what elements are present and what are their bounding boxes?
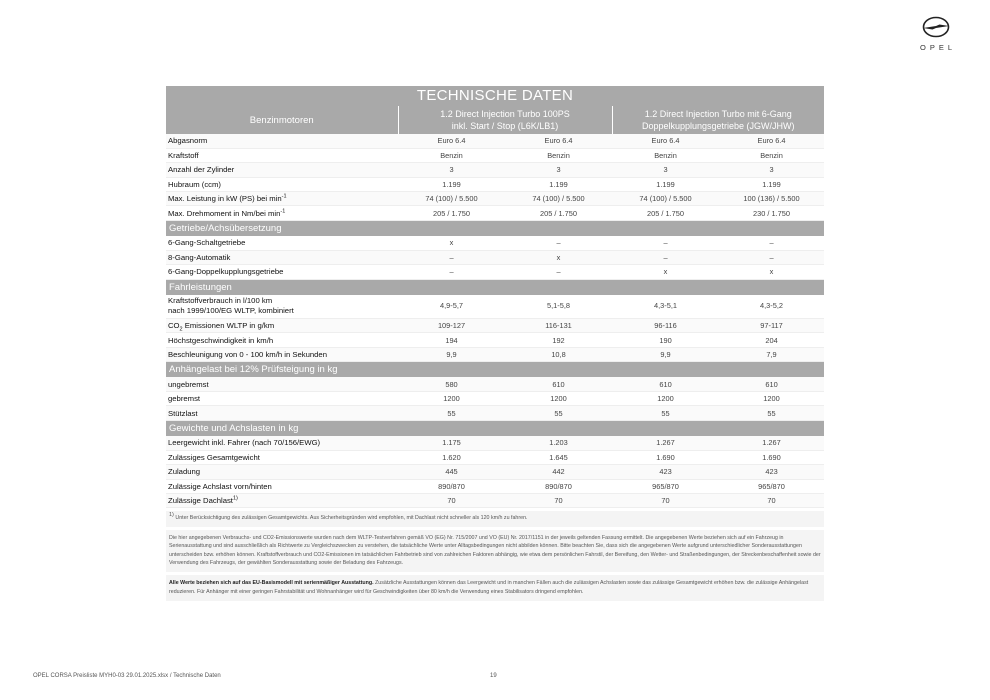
table-row <box>166 206 824 220</box>
footer-filename: OPEL CORSA Preisliste MYH0-03 29.01.2025.xlsx / Technische Daten <box>33 673 221 679</box>
row-value: 1.267 <box>612 436 719 450</box>
row-label <box>166 450 398 464</box>
table-row <box>166 319 824 333</box>
table-row <box>166 333 824 347</box>
row-value: 9,9 <box>398 347 505 361</box>
row-value: 70 <box>719 493 824 507</box>
row-value: 3 <box>612 163 719 177</box>
table-row <box>166 436 824 450</box>
row-value: 205 / 1.750 <box>612 206 719 220</box>
table-row <box>166 493 824 507</box>
table-row <box>166 295 824 319</box>
notes-block <box>166 511 824 601</box>
row-value: – <box>719 236 824 250</box>
row-label-text: 6-Gang-Schaltgetriebe <box>168 238 246 248</box>
row-value: 74 (100) / 5.500 <box>505 192 612 206</box>
row-value: 580 <box>398 377 505 391</box>
row-label-text: Max. Leistung in kW (PS) bei min <box>168 194 282 204</box>
row-value: 4,3-5,1 <box>612 295 719 319</box>
row-value: 1.267 <box>719 436 824 450</box>
row-value: 116-131 <box>505 319 612 333</box>
table-row <box>166 479 824 493</box>
row-label <box>166 236 398 250</box>
row-value: 70 <box>398 493 505 507</box>
row-label-text: Emissionen WLTP in g/km <box>182 321 275 331</box>
row-value: Benzin <box>505 148 612 162</box>
section-title: Gewichte und Achslasten in kg <box>166 420 824 436</box>
table-row <box>166 163 824 177</box>
row-value: – <box>612 236 719 250</box>
row-label-text: Zulässige Dachlast <box>168 496 233 506</box>
row-value: 1.175 <box>398 436 505 450</box>
row-value: 610 <box>612 377 719 391</box>
engine-group-line1: 1.2 Direct Injection Turbo mit 6-Gang <box>644 109 792 119</box>
row-value: 205 / 1.750 <box>505 206 612 220</box>
row-label <box>166 265 398 279</box>
row-value: 1.645 <box>505 450 612 464</box>
row-value: 1.620 <box>398 450 505 464</box>
row-label <box>166 406 398 420</box>
section-header-row <box>166 362 824 378</box>
row-label-superscript: -1 <box>280 208 286 215</box>
row-value: Euro 6.4 <box>505 134 612 148</box>
table-row <box>166 465 824 479</box>
basis-note <box>166 575 824 601</box>
opel-logo <box>908 16 964 52</box>
row-value: 55 <box>398 406 505 420</box>
row-value: 194 <box>398 333 505 347</box>
row-label <box>166 377 398 391</box>
basis-note-text: Zusätzliche Ausstattungen können das Leergewicht und in manchen Fällen auch die zulässigen Achslasten sowie das zulässige Gesamtgewicht erhöhen bzw. die zulässige Anhängelast reduzieren. Für Anhänger mit einer geringen Fahrstabilität und Wohnanhänger wird für Geschwindigkeiten über 80 km/h die Verwendung eines Stabilisators dringend empfohlen. <box>169 580 809 595</box>
table-row <box>166 377 824 391</box>
table-row <box>166 134 824 148</box>
row-value: 3 <box>505 163 612 177</box>
row-value: 1200 <box>612 392 719 406</box>
row-value: 100 (136) / 5.500 <box>719 192 824 206</box>
row-value: 965/870 <box>612 479 719 493</box>
row-value: Benzin <box>398 148 505 162</box>
row-value: 7,9 <box>719 347 824 361</box>
row-value: 55 <box>505 406 612 420</box>
page-title: TECHNISCHE DATEN <box>166 86 824 106</box>
row-value: Benzin <box>719 148 824 162</box>
row-value: 5,1-5,8 <box>505 295 612 319</box>
engine-group-line2: inkl. Start / Stop (L6K/LB1) <box>451 121 559 131</box>
row-value: – <box>398 265 505 279</box>
row-label <box>166 177 398 191</box>
row-label-superscript: -1 <box>281 193 287 200</box>
row-value: 96-116 <box>612 319 719 333</box>
row-label <box>166 333 398 347</box>
row-value: 109-127 <box>398 319 505 333</box>
opel-blitz-icon <box>922 16 950 38</box>
row-label <box>166 163 398 177</box>
row-value: 1200 <box>505 392 612 406</box>
row-label <box>166 206 398 220</box>
row-value: 205 / 1.750 <box>398 206 505 220</box>
row-label-text: 8-Gang-Automatik <box>168 252 231 262</box>
row-label <box>166 319 398 333</box>
row-value: x <box>398 236 505 250</box>
row-label-text: Zulässiges Gesamtgewicht <box>168 452 260 462</box>
row-value: 97-117 <box>719 319 824 333</box>
footnote-text: Unter Berücksichtigung des zulässigen Gesamtgewichts. Aus Sicherheitsgründen wird empfohlen, mit Dachlast nicht schneller als 120 km/h zu fahren. <box>173 515 528 522</box>
row-value: 1200 <box>398 392 505 406</box>
section-header-row <box>166 420 824 436</box>
row-value: 423 <box>612 465 719 479</box>
row-label-text: Stützlast <box>168 408 198 418</box>
row-value: 192 <box>505 333 612 347</box>
row-value: 1.199 <box>505 177 612 191</box>
section-title: Anhängelast bei 12% Prüfsteigung in kg <box>166 362 824 378</box>
row-label-text: ungebremst <box>168 379 209 389</box>
row-label <box>166 295 398 319</box>
row-value: 9,9 <box>612 347 719 361</box>
row-value: 1.199 <box>398 177 505 191</box>
row-label-subscript: 2 <box>179 326 183 333</box>
row-value: – <box>612 250 719 264</box>
row-label-text: Leergewicht inkl. Fahrer (nach 70/156/EWG) <box>168 438 321 448</box>
row-label <box>166 347 398 361</box>
section-header-row <box>166 220 824 236</box>
row-label-text: Höchstgeschwindigkeit in km/h <box>168 335 274 345</box>
row-value: 70 <box>612 493 719 507</box>
row-value: – <box>398 250 505 264</box>
row-label-text: Kraftstoffverbrauch in l/100 km <box>168 296 273 306</box>
technical-data-sheet <box>166 86 824 601</box>
row-label-text: Anzahl der Zylinder <box>168 165 235 175</box>
row-value: x <box>719 265 824 279</box>
engine-group-header <box>612 106 824 134</box>
row-value: – <box>505 265 612 279</box>
row-value: Benzin <box>612 148 719 162</box>
row-value: 55 <box>719 406 824 420</box>
table-row <box>166 192 824 206</box>
row-label-superscript: 1) <box>232 495 238 502</box>
row-value: 1.199 <box>612 177 719 191</box>
wltp-note: Die hier angegebenen Verbrauchs- und CO2-Emissionswerte wurden nach dem WLTP-Testverfahren gemäß VO (EG) Nr. 715/2007 und VO (EU) Nr. 2017/1151 in der jeweils geltenden Fassung ermittelt. Die angegebenen Werte beziehen sich auf ein Fahrzeug in Serienausstattung und sind ausschließlich als Richtwerte zu Vergleichszwecken zu verstehen, die tatsächliche Werte unter Alltagsbedingungen nicht abbilden können. Bitte beachten Sie, dass sich die angegebenen Werte aufgrund unterschiedlicher Sonderausstattungen unterscheiden bzw. erhöhen können. Kraftstoffverbrauch und CO2-Emissionen im tatsächlichen Fahrbetrieb sind von zahlreichen Faktoren abhängig, wie etwa dem persönlichen Fahrstil, der Bereifung, den Wetter- und Straßenbedingungen, der Streckenbeschaffenheit sowie der Verwendung des Fahrzeugs, der gewählten Sonderausstattung sowie der Beladung des Fahrzeugs. <box>166 530 824 576</box>
row-label <box>166 134 398 148</box>
row-value: x <box>612 265 719 279</box>
row-label-text: Max. Drehmoment in Nm/bei min <box>168 208 281 218</box>
row-value: 1.199 <box>719 177 824 191</box>
section-title: Fahrleistungen <box>166 279 824 295</box>
row-label-text: CO <box>168 321 180 331</box>
table-row <box>166 392 824 406</box>
table-row <box>166 236 824 250</box>
row-value: 74 (100) / 5.500 <box>612 192 719 206</box>
row-value: – <box>719 250 824 264</box>
row-label-text: Abgasnorm <box>168 136 208 146</box>
basis-note-bold: Alle Werte beziehen sich auf das EU-Basismodell mit serienmäßiger Ausstattung. <box>169 580 374 587</box>
row-label-text: Kraftstoff <box>168 151 199 161</box>
row-value: 965/870 <box>719 479 824 493</box>
footnote-mark: 1) <box>169 512 174 519</box>
row-value: 610 <box>505 377 612 391</box>
row-value: x <box>505 250 612 264</box>
table-row <box>166 450 824 464</box>
table-row <box>166 265 824 279</box>
row-value: Euro 6.4 <box>719 134 824 148</box>
row-value: 230 / 1.750 <box>719 206 824 220</box>
row-label <box>166 250 398 264</box>
row-value: 55 <box>612 406 719 420</box>
column-header-label: Benzinmotoren <box>166 106 398 134</box>
row-value: 1.690 <box>612 450 719 464</box>
row-label <box>166 465 398 479</box>
row-value: 890/870 <box>505 479 612 493</box>
table-row <box>166 406 824 420</box>
row-value: 890/870 <box>398 479 505 493</box>
engine-group-header <box>398 106 612 134</box>
row-value: 423 <box>719 465 824 479</box>
row-value: 10,8 <box>505 347 612 361</box>
row-value: 1200 <box>719 392 824 406</box>
table-row <box>166 347 824 361</box>
row-value: Euro 6.4 <box>398 134 505 148</box>
row-label <box>166 392 398 406</box>
row-value: 4,9-5,7 <box>398 295 505 319</box>
brand-name: OPEL <box>919 43 956 52</box>
table-header-row <box>166 106 824 134</box>
row-value: 190 <box>612 333 719 347</box>
row-label-text: nach 1999/100/EG WLTP, kombiniert <box>168 306 294 316</box>
row-value: – <box>505 236 612 250</box>
row-value: 442 <box>505 465 612 479</box>
engine-group-line1: 1.2 Direct Injection Turbo 100PS <box>440 109 570 119</box>
row-value: 1.690 <box>719 450 824 464</box>
row-value: 1.203 <box>505 436 612 450</box>
row-value: Euro 6.4 <box>612 134 719 148</box>
table-row <box>166 148 824 162</box>
row-label-text: 6-Gang-Doppelkupplungsgetriebe <box>168 267 284 277</box>
row-label-text: gebremst <box>168 394 201 404</box>
row-label-text: Zuladung <box>168 467 201 477</box>
page-number: 19 <box>490 673 497 679</box>
row-label <box>166 436 398 450</box>
row-value: 3 <box>719 163 824 177</box>
section-header-row <box>166 279 824 295</box>
row-value: 204 <box>719 333 824 347</box>
row-label <box>166 479 398 493</box>
row-label <box>166 192 398 206</box>
row-label-text: Zulässige Achslast vorn/hinten <box>168 481 272 491</box>
table-row <box>166 177 824 191</box>
engine-group-line2: Doppelkupplungsgetriebe (JGW/JHW) <box>641 121 795 131</box>
row-label <box>166 148 398 162</box>
row-value: 610 <box>719 377 824 391</box>
row-value: 74 (100) / 5.500 <box>398 192 505 206</box>
row-value: 70 <box>505 493 612 507</box>
table-row <box>166 250 824 264</box>
section-title: Getriebe/Achsübersetzung <box>166 220 824 236</box>
row-label-text: Beschleunigung von 0 - 100 km/h in Sekunden <box>168 349 327 359</box>
row-value: 4,3-5,2 <box>719 295 824 319</box>
footnote <box>166 511 824 529</box>
row-label-text: Hubraum (ccm) <box>168 179 221 189</box>
spec-table <box>166 106 824 508</box>
row-value: 3 <box>398 163 505 177</box>
row-label <box>166 493 398 507</box>
row-value: 445 <box>398 465 505 479</box>
